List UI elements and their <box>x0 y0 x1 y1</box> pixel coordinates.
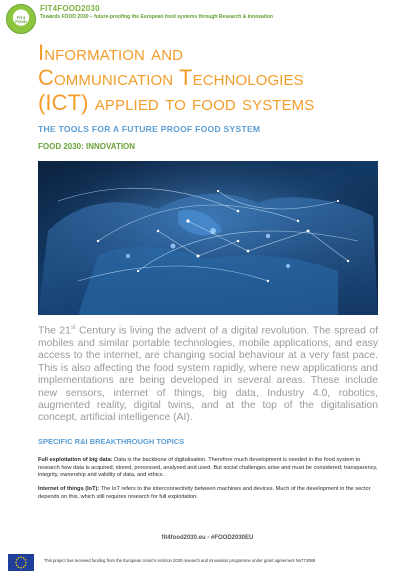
page-subtitle: THE TOOLS FOR A FUTURE PROOF FOOD SYSTEM <box>38 124 261 134</box>
intro-text-part2: Century is living the advent of a digital revolution. The spread of mobiles and similar portable technologies, mobile applications, and easy access to the internet, are changing social behaviour at a very fast pace. This is also affecting the food system rapidly, where new applications and implementations are being developed in several areas. These include new sensors, internet of things, big data, Industry 4.0, robotics, augmented reality, digital twins, and at the top of the digitalisation concept, artificial intelligence (AI). <box>38 325 378 424</box>
intro-paragraph <box>38 322 378 425</box>
intro-superscript: st <box>70 325 76 331</box>
title-line-1: Information and <box>38 40 184 65</box>
topic-text: The IoT refers to the interconnectivity between machines and devices. Much of the development in the sector depends on this, which still requires research for full exploitation. <box>38 486 371 500</box>
topic-paragraph <box>38 457 378 480</box>
brand-name: FIT4FOOD2030 <box>40 4 100 13</box>
eu-stars-icon <box>8 554 34 571</box>
section-label: FOOD 2030: INNOVATION <box>38 142 136 151</box>
tagline: Towards FOOD 2030 – future-proofing the European food systems through Research & Innovation <box>40 14 273 20</box>
page-title <box>38 40 398 115</box>
topic-text: Data is the backbone of digitalisation. Therefore much development is needed in the food system to research how data is acquired, stored, processed, analysed and used. But social challenges arise and must be considered; transparency, integrity, ownership and validity of data, and ethics. <box>38 457 378 479</box>
network-map-illustration <box>38 161 378 315</box>
footer-website-link[interactable]: fit4food2030.eu - #FOOD2030EU <box>161 535 254 541</box>
intro-text-part1: The 21 <box>38 325 71 337</box>
fit4food-logo <box>6 4 36 34</box>
title-line-3: (ICT) applied to food systems <box>38 90 315 115</box>
topic-paragraph <box>38 486 378 501</box>
topic-title: Full exploitation of big data: <box>38 457 113 463</box>
topic-title: Internet of things (IoT): <box>38 486 100 492</box>
title-line-2: Communication Technologies <box>38 65 304 90</box>
hero-image <box>38 161 378 315</box>
funding-statement: This project has received funding from the European Union's Horizon 2020 research and innovation programme under grant agreement No774088 <box>44 558 316 563</box>
logo-text: FIT4 FOOD <box>15 15 27 24</box>
topics-heading: SPECIFIC R&I BREAKTHROUGH TOPICS <box>38 437 185 446</box>
eu-flag-icon <box>8 554 34 571</box>
